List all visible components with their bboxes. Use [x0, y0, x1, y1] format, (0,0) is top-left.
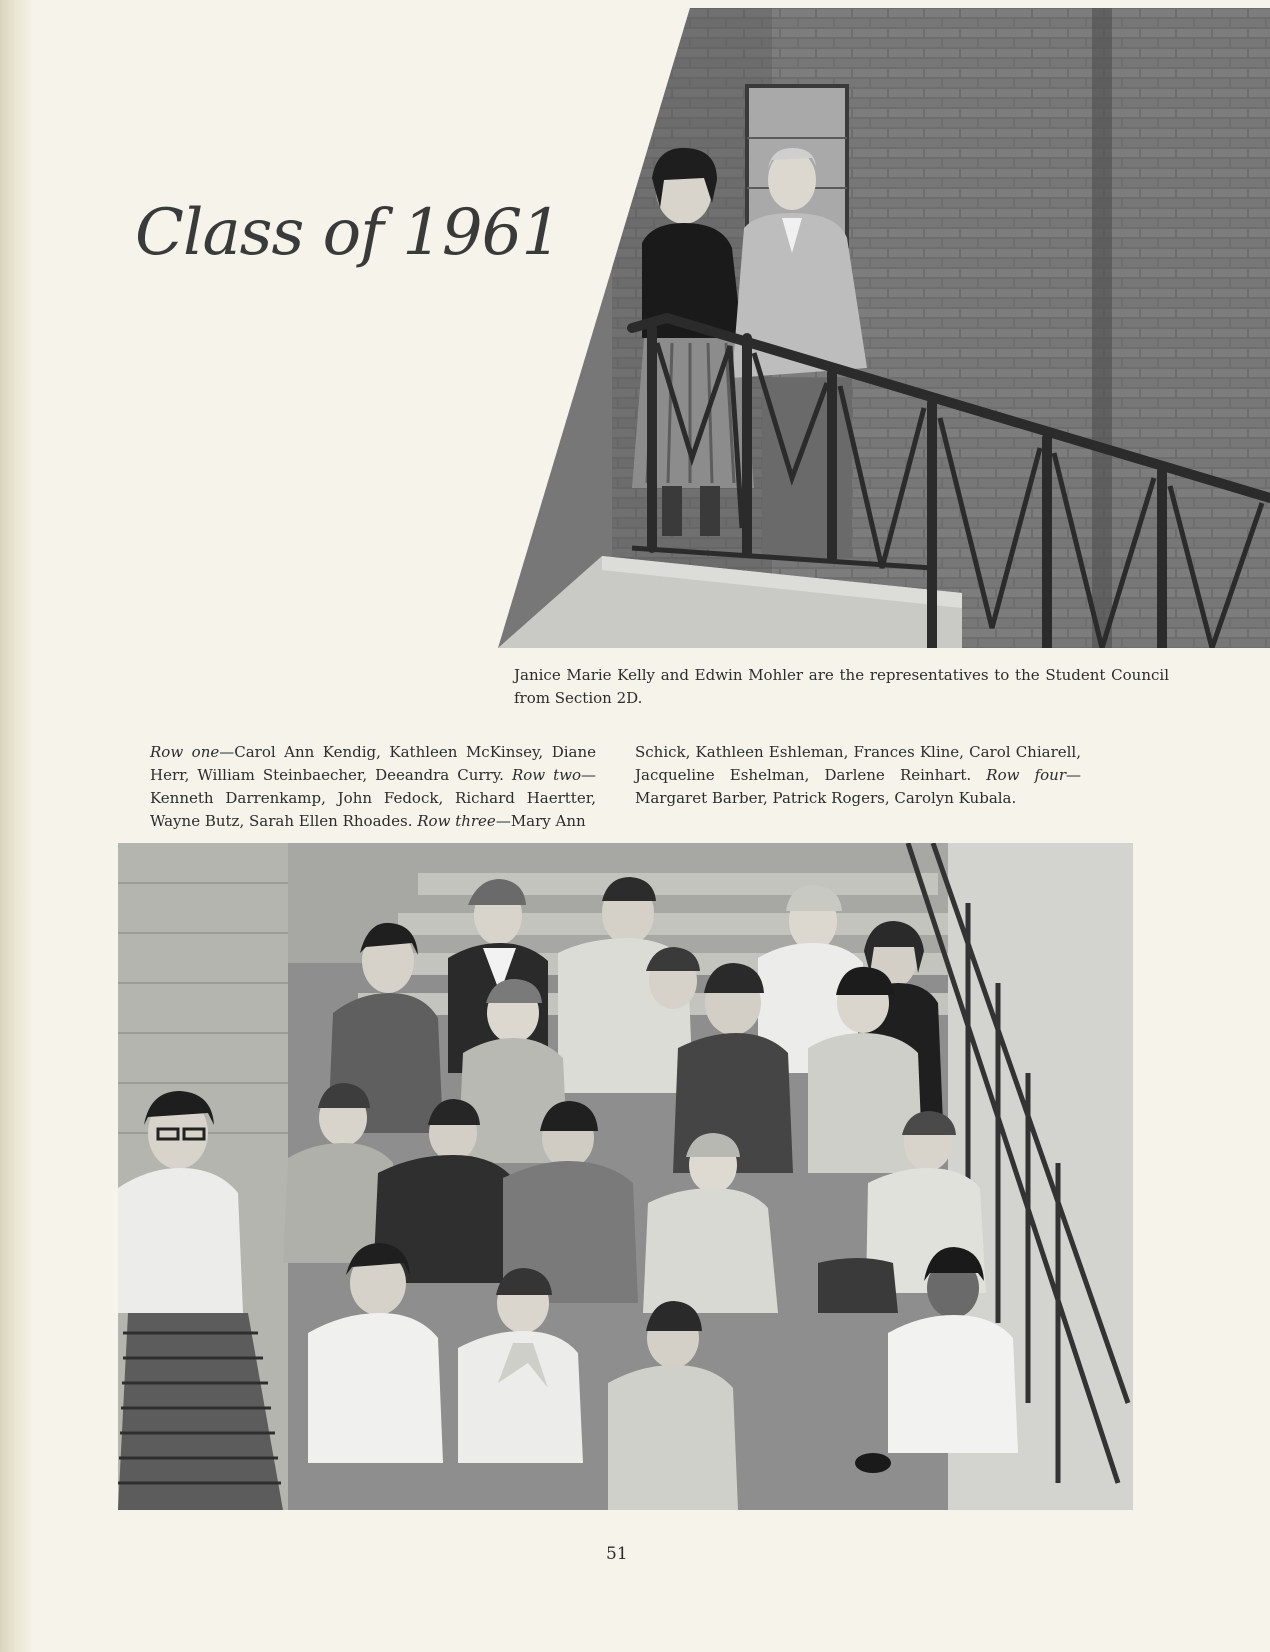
row-four-label: Row four	[986, 766, 1066, 784]
book-spine-gutter	[0, 0, 33, 1652]
row-one-names: Carol Ann Kendig, Kathleen McKinsey, Diane Herr, William Steinbaecher, Deeandra Curry.	[150, 743, 596, 784]
representatives-photo	[492, 8, 1270, 648]
group-names-column-1: Row one—Carol Ann Kendig, Kathleen McKinsey, Diane Herr, William Steinbaecher, Deeandra Curry. Row two—Kenneth Darrenkamp, John Fedock, Richard Haertter, Wayne Butz, Sarah Ellen Rhoades. Row three—Mary Ann	[150, 743, 596, 830]
row-two-label: Row two	[511, 766, 581, 784]
row-four-names: Margaret Barber, Patrick Rogers, Carolyn Kubala.	[635, 789, 1017, 807]
group-names-column-2: Schick, Kathleen Eshleman, Frances Kline, Carol Chiarell, Jacqueline Eshelman, Darlene Reinhart. Row four—Margaret Barber, Patrick Rogers, Carolyn Kubala.	[635, 743, 1081, 807]
row-three-label: Row three	[417, 812, 496, 830]
class-group-photo	[118, 843, 1133, 1510]
row-one-label: Row one	[150, 743, 220, 761]
row-three-names-start: Mary Ann	[510, 812, 586, 830]
row-three-names-end: Schick, Kathleen Eshleman, Frances Kline, Carol Chiarell, Jacqueline Eshelman, Darlene Reinhart.	[635, 743, 1081, 784]
row-two-names: Kenneth Darrenkamp, John Fedock, Richard Haertter, Wayne Butz, Sarah Ellen Rhoades.	[150, 789, 596, 830]
page-number: 51	[606, 1544, 628, 1564]
photo-caption: Janice Marie Kelly and Edwin Mohler are the representatives to the Student Council from Section 2D.	[514, 666, 1169, 707]
page-title: Class of 1961	[135, 196, 562, 270]
